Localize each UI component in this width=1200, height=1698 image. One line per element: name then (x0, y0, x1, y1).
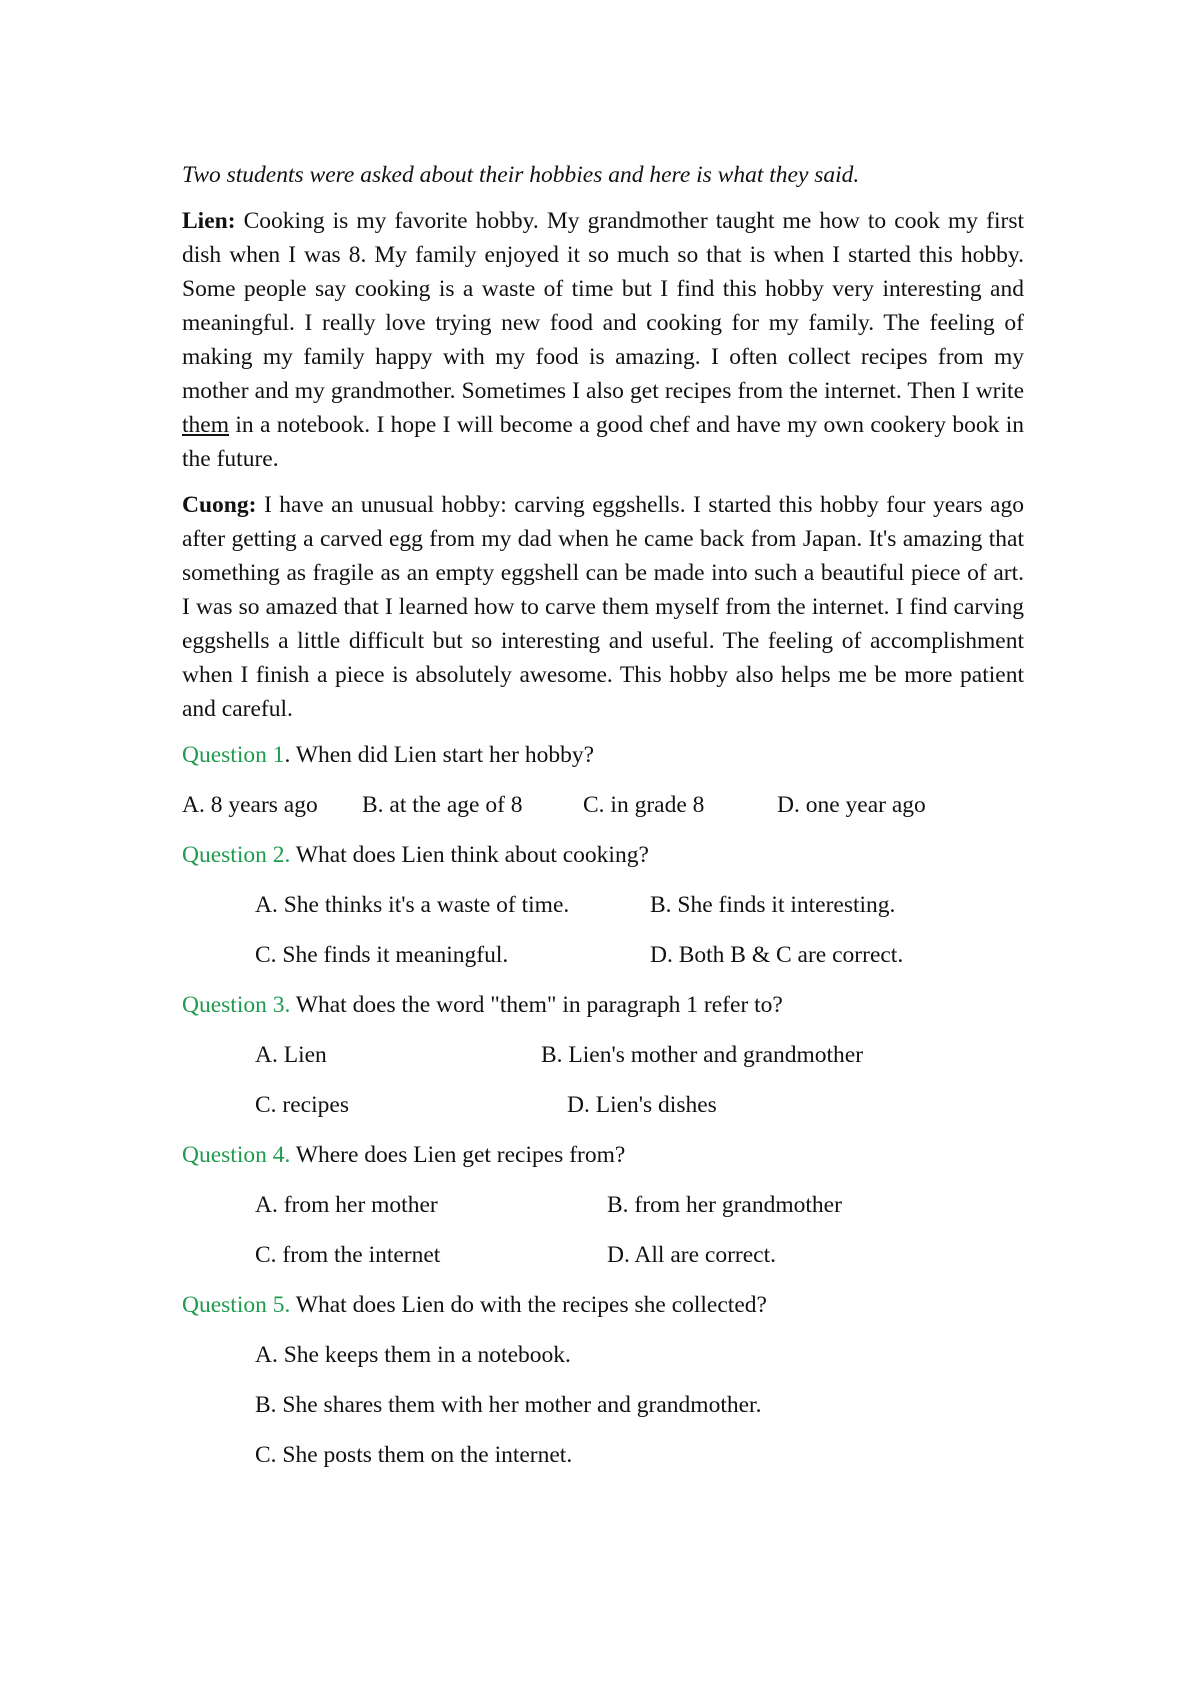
question-3-option-c: C. recipes (255, 1092, 349, 1118)
question-4-options-row-1 (182, 1188, 1024, 1222)
question-1-options (182, 788, 1024, 822)
question-4-option-d: D. All are correct. (607, 1242, 776, 1268)
question-4 (182, 1138, 1024, 1172)
question-2-label: Question 2. (182, 842, 291, 868)
question-4-option-c: C. from the internet (255, 1242, 441, 1268)
cuong-text: I have an unusual hobby: carving eggshells. I started this hobby four years ago after getting a carved egg from my dad when he came back from Japan. It's amazing that something as fragile as an empty eggshell can be made into such a beautiful piece of art. I was so amazed that I learned how to carve them myself from the internet. I find carving eggshells a little difficult but so interesting and useful. The feeling of accomplishment when I finish a piece is absolutely awesome. This hobby also helps me be more patient and careful. (182, 492, 1024, 722)
question-5-option-c: C. She posts them on the internet. (255, 1442, 573, 1468)
question-2-option-d: D. Both B & C are correct. (650, 942, 904, 968)
question-3-option-a: A. Lien (255, 1042, 327, 1068)
question-1-option-a: A. 8 years ago (182, 792, 318, 818)
question-1-option-d: D. one year ago (777, 792, 926, 818)
question-2-option-c: C. She finds it meaningful. (255, 942, 509, 968)
lien-text-before: Cooking is my favorite hobby. My grandmother taught me how to cook my first dish when I was 8. My family enjoyed it so much so that is when I started this hobby. Some people say cooking is a waste of time but I find this hobby very interesting and meaningful. I really love trying new food and cooking for my family. The feeling of making my family happy with my food is amazing. I often collect recipes from my mother and my grandmother. Sometimes I also get recipes from the internet. Then I write (182, 208, 1024, 404)
question-3-option-d: D. Lien's dishes (567, 1092, 717, 1118)
question-3-label: Question 3. (182, 992, 291, 1018)
question-3-options-row-1 (182, 1038, 1024, 1072)
lien-underlined-word: them (182, 412, 229, 438)
question-4-option-a: A. from her mother (255, 1192, 438, 1218)
question-2-options-row-1 (182, 888, 1024, 922)
question-4-option-b: B. from her grandmother (607, 1192, 842, 1218)
question-2-options-row-2 (182, 938, 1024, 972)
question-4-label: Question 4. (182, 1142, 291, 1168)
question-5-text: What does Lien do with the recipes she collected? (290, 1292, 767, 1318)
question-4-options-row-2 (182, 1238, 1024, 1272)
question-1-sep: . (284, 742, 291, 768)
question-3 (182, 988, 1024, 1022)
cuong-speaker: Cuong: (182, 492, 257, 518)
question-5-option-b: B. She shares them with her mother and grandmother. (255, 1392, 762, 1418)
lien-paragraph (182, 204, 1024, 476)
question-1-text: When did Lien start her hobby? (290, 742, 595, 768)
question-1-label: Question 1 (182, 742, 285, 768)
question-1 (182, 738, 1024, 772)
question-5-label: Question 5. (182, 1292, 291, 1318)
question-4-text: Where does Lien get recipes from? (290, 1142, 626, 1168)
question-3-options-row-2 (182, 1088, 1024, 1122)
question-1-option-c: C. in grade 8 (583, 792, 705, 818)
question-2-text: What does Lien think about cooking? (290, 842, 649, 868)
question-2-option-a: A. She thinks it's a waste of time. (255, 892, 570, 918)
question-1-option-b: B. at the age of 8 (362, 792, 523, 818)
lien-text-after: in a notebook. I hope I will become a good chef and have my own cookery book in the future. (182, 412, 1024, 472)
intro-text: Two students were asked about their hobbies and here is what they said. (182, 162, 860, 188)
cuong-paragraph (182, 488, 1024, 726)
question-2 (182, 838, 1024, 872)
document-page (182, 158, 1024, 1488)
question-3-option-b: B. Lien's mother and grandmother (541, 1042, 864, 1068)
question-5 (182, 1288, 1024, 1322)
question-2-option-b: B. She finds it interesting. (650, 892, 896, 918)
question-3-text: What does the word "them" in paragraph 1 refer to? (290, 992, 783, 1018)
lien-speaker: Lien: (182, 208, 236, 234)
question-5-option-a: A. She keeps them in a notebook. (255, 1342, 571, 1368)
